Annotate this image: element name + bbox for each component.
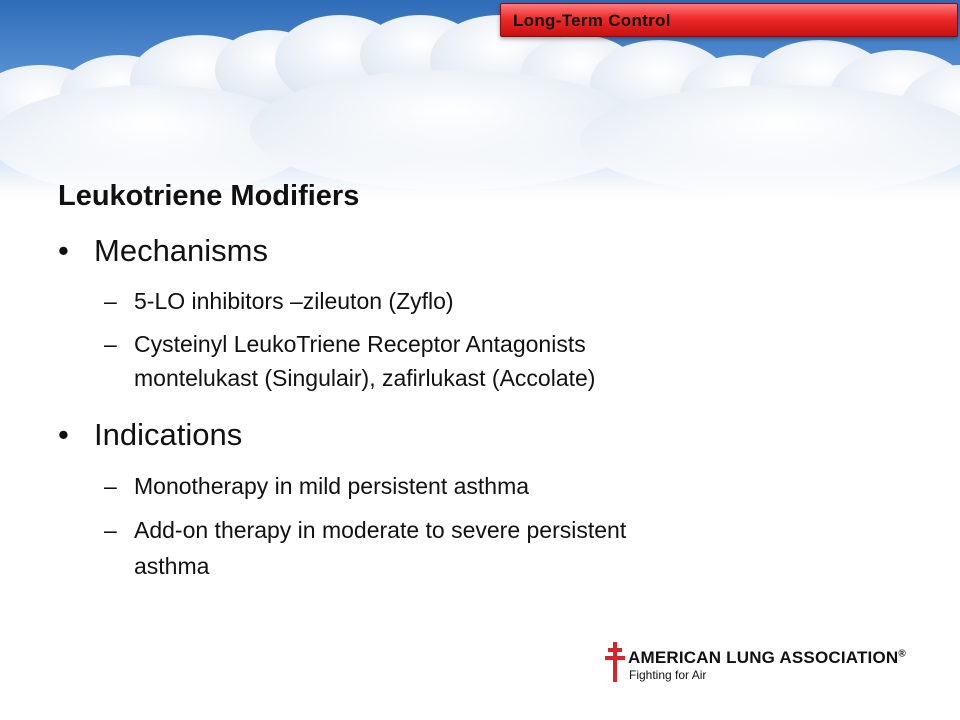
bullet-label: Indications bbox=[94, 417, 243, 452]
section-tab-label: Long-Term Control bbox=[513, 11, 671, 30]
american-lung-association-logo bbox=[604, 640, 924, 686]
bullet-indications bbox=[58, 417, 242, 453]
sub-item-text: 5-LO inhibitors –zileuton (Zyflo) bbox=[134, 288, 454, 314]
logo-name bbox=[628, 648, 906, 668]
bullet-dot: • bbox=[58, 417, 69, 452]
sub-item-dash: – bbox=[104, 473, 117, 499]
slide-title: Leukotriene Modifiers bbox=[58, 180, 360, 212]
sub-item-dash: – bbox=[104, 331, 117, 357]
sub-item-dash: – bbox=[104, 288, 117, 314]
registered-mark: ® bbox=[898, 648, 906, 660]
sub-item-text: Monotherapy in mild persistent asthma bbox=[134, 473, 530, 499]
bullet-dot: • bbox=[58, 233, 69, 268]
bullet-label: Mechanisms bbox=[94, 233, 268, 268]
sub-item-text-line2: montelukast (Singulair), zafirlukast (Accolate) bbox=[134, 365, 596, 391]
section-tab bbox=[500, 3, 958, 37]
lorraine-cross-icon bbox=[604, 640, 626, 686]
logo-name-text: AMERICAN LUNG ASSOCIATION bbox=[628, 648, 899, 667]
bullet-mechanisms bbox=[58, 233, 268, 269]
logo-tagline: Fighting for Air bbox=[629, 668, 707, 682]
sub-item-text-line2: asthma bbox=[134, 553, 210, 579]
sub-item-text: Cysteinyl LeukoTriene Receptor Antagonists bbox=[134, 331, 586, 357]
sub-item-text: Add-on therapy in moderate to severe persistent bbox=[134, 517, 627, 543]
sub-item-dash: – bbox=[104, 517, 117, 543]
